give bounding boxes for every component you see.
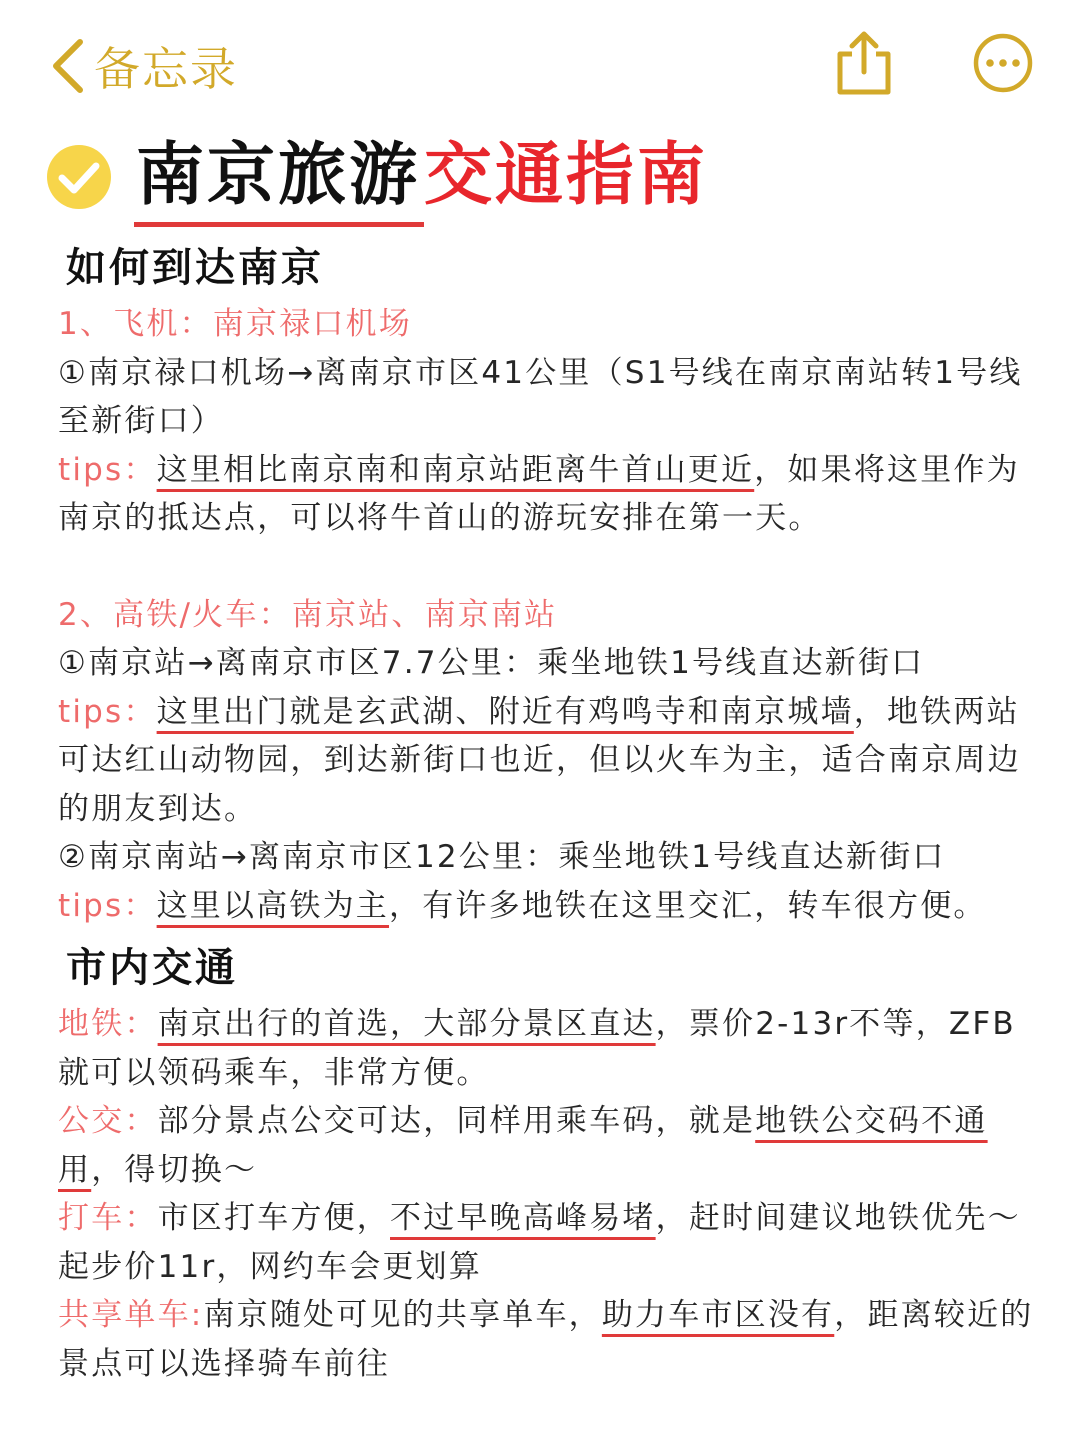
metro-label: 地铁： xyxy=(58,1006,158,1042)
bus-label: 公交： xyxy=(58,1103,158,1139)
taxi-label: 打车： xyxy=(58,1200,158,1236)
underlined-text: 地铁公交码不通用 xyxy=(58,1103,988,1188)
bus-text-rest: ，得切换～ xyxy=(91,1151,258,1188)
train-line2: ②南京南站→离南京市区12公里：乘坐地铁1号线直达新街口 xyxy=(58,839,946,875)
tips-text: ，地铁两站可达红山动物园，到达新街口也近，但以火车为主，适合南京周边的朋友到达。 xyxy=(58,693,1021,827)
bus-paragraph xyxy=(58,1097,1048,1194)
chevron-left-icon xyxy=(50,38,86,94)
underlined-text: 这里出门就是玄武湖、附近有鸡鸣寺和南京城墙 xyxy=(156,693,854,730)
plane-label: 1、飞机：南京禄口机场 xyxy=(58,306,412,342)
back-button[interactable] xyxy=(50,34,238,98)
title-part-black: 南京旅游 xyxy=(134,130,424,227)
bike-text: 南京随处可见的共享单车， xyxy=(203,1297,602,1333)
spacer xyxy=(58,543,1048,591)
section-heading-city: 市内交通 xyxy=(66,945,238,991)
page-title xyxy=(134,130,708,226)
bus-text: 部分景点公交可达，同样用乘车码，就是 xyxy=(157,1103,756,1139)
taxi-text-rest: ，赶时间建议地铁优先～起步价11r，网约车会更划算 xyxy=(58,1200,1021,1285)
check-circle-icon xyxy=(44,142,114,212)
metro-paragraph xyxy=(58,1000,1048,1097)
bike-text-rest: ，距离较近的景点可以选择骑车前往 xyxy=(58,1297,1034,1382)
note-body xyxy=(58,230,1048,1388)
train-label: 2、高铁/火车：南京站、南京南站 xyxy=(58,596,558,633)
top-nav-bar xyxy=(0,0,1080,120)
underlined-text: 这里相比南京南和南京站距离牛首山更近 xyxy=(156,451,755,488)
tips-label: tips： xyxy=(58,693,157,730)
plane-tips xyxy=(58,446,1048,543)
underlined-text: 不过早晚高峰易堵 xyxy=(390,1200,656,1236)
taxi-text: 市区打车方便， xyxy=(157,1200,391,1236)
bike-paragraph xyxy=(58,1291,1048,1388)
taxi-paragraph xyxy=(58,1194,1048,1291)
train-tips1 xyxy=(58,688,1048,834)
note-title xyxy=(44,130,1044,230)
plane-line1: ①南京禄口机场→离南京市区41公里（S1号线在南京南站转1号线至新街口） xyxy=(58,354,1023,439)
back-label: 备忘录 xyxy=(94,42,238,96)
train-line1: ①南京站→离南京市区7.7公里：乘坐地铁1号线直达新街口 xyxy=(58,645,925,681)
more-icon[interactable] xyxy=(972,32,1034,94)
section-heading-arrive: 如何到达南京 xyxy=(66,245,324,291)
underlined-text: 助力车市区没有 xyxy=(601,1297,835,1333)
share-icon[interactable] xyxy=(834,30,894,96)
bike-label: 共享单车: xyxy=(58,1297,204,1333)
tips-text: ，有许多地铁在这里交汇，转车很方便。 xyxy=(389,887,987,924)
tips-label: tips： xyxy=(58,451,157,488)
tips-label: tips： xyxy=(58,887,157,924)
tips-text: ，如果将这里作为南京的抵达点，可以将牛首山的游玩安排在第一天。 xyxy=(58,451,1020,536)
metro-text: ，票价2-13r不等，ZFB就可以领码乘车，非常方便。 xyxy=(58,1006,1016,1091)
title-part-red: 交通指南 xyxy=(424,136,709,215)
underlined-text: 这里以高铁为主 xyxy=(156,887,390,924)
underlined-text: 南京出行的首选，大部分景区直达 xyxy=(157,1006,656,1042)
train-tips2 xyxy=(58,882,1048,931)
